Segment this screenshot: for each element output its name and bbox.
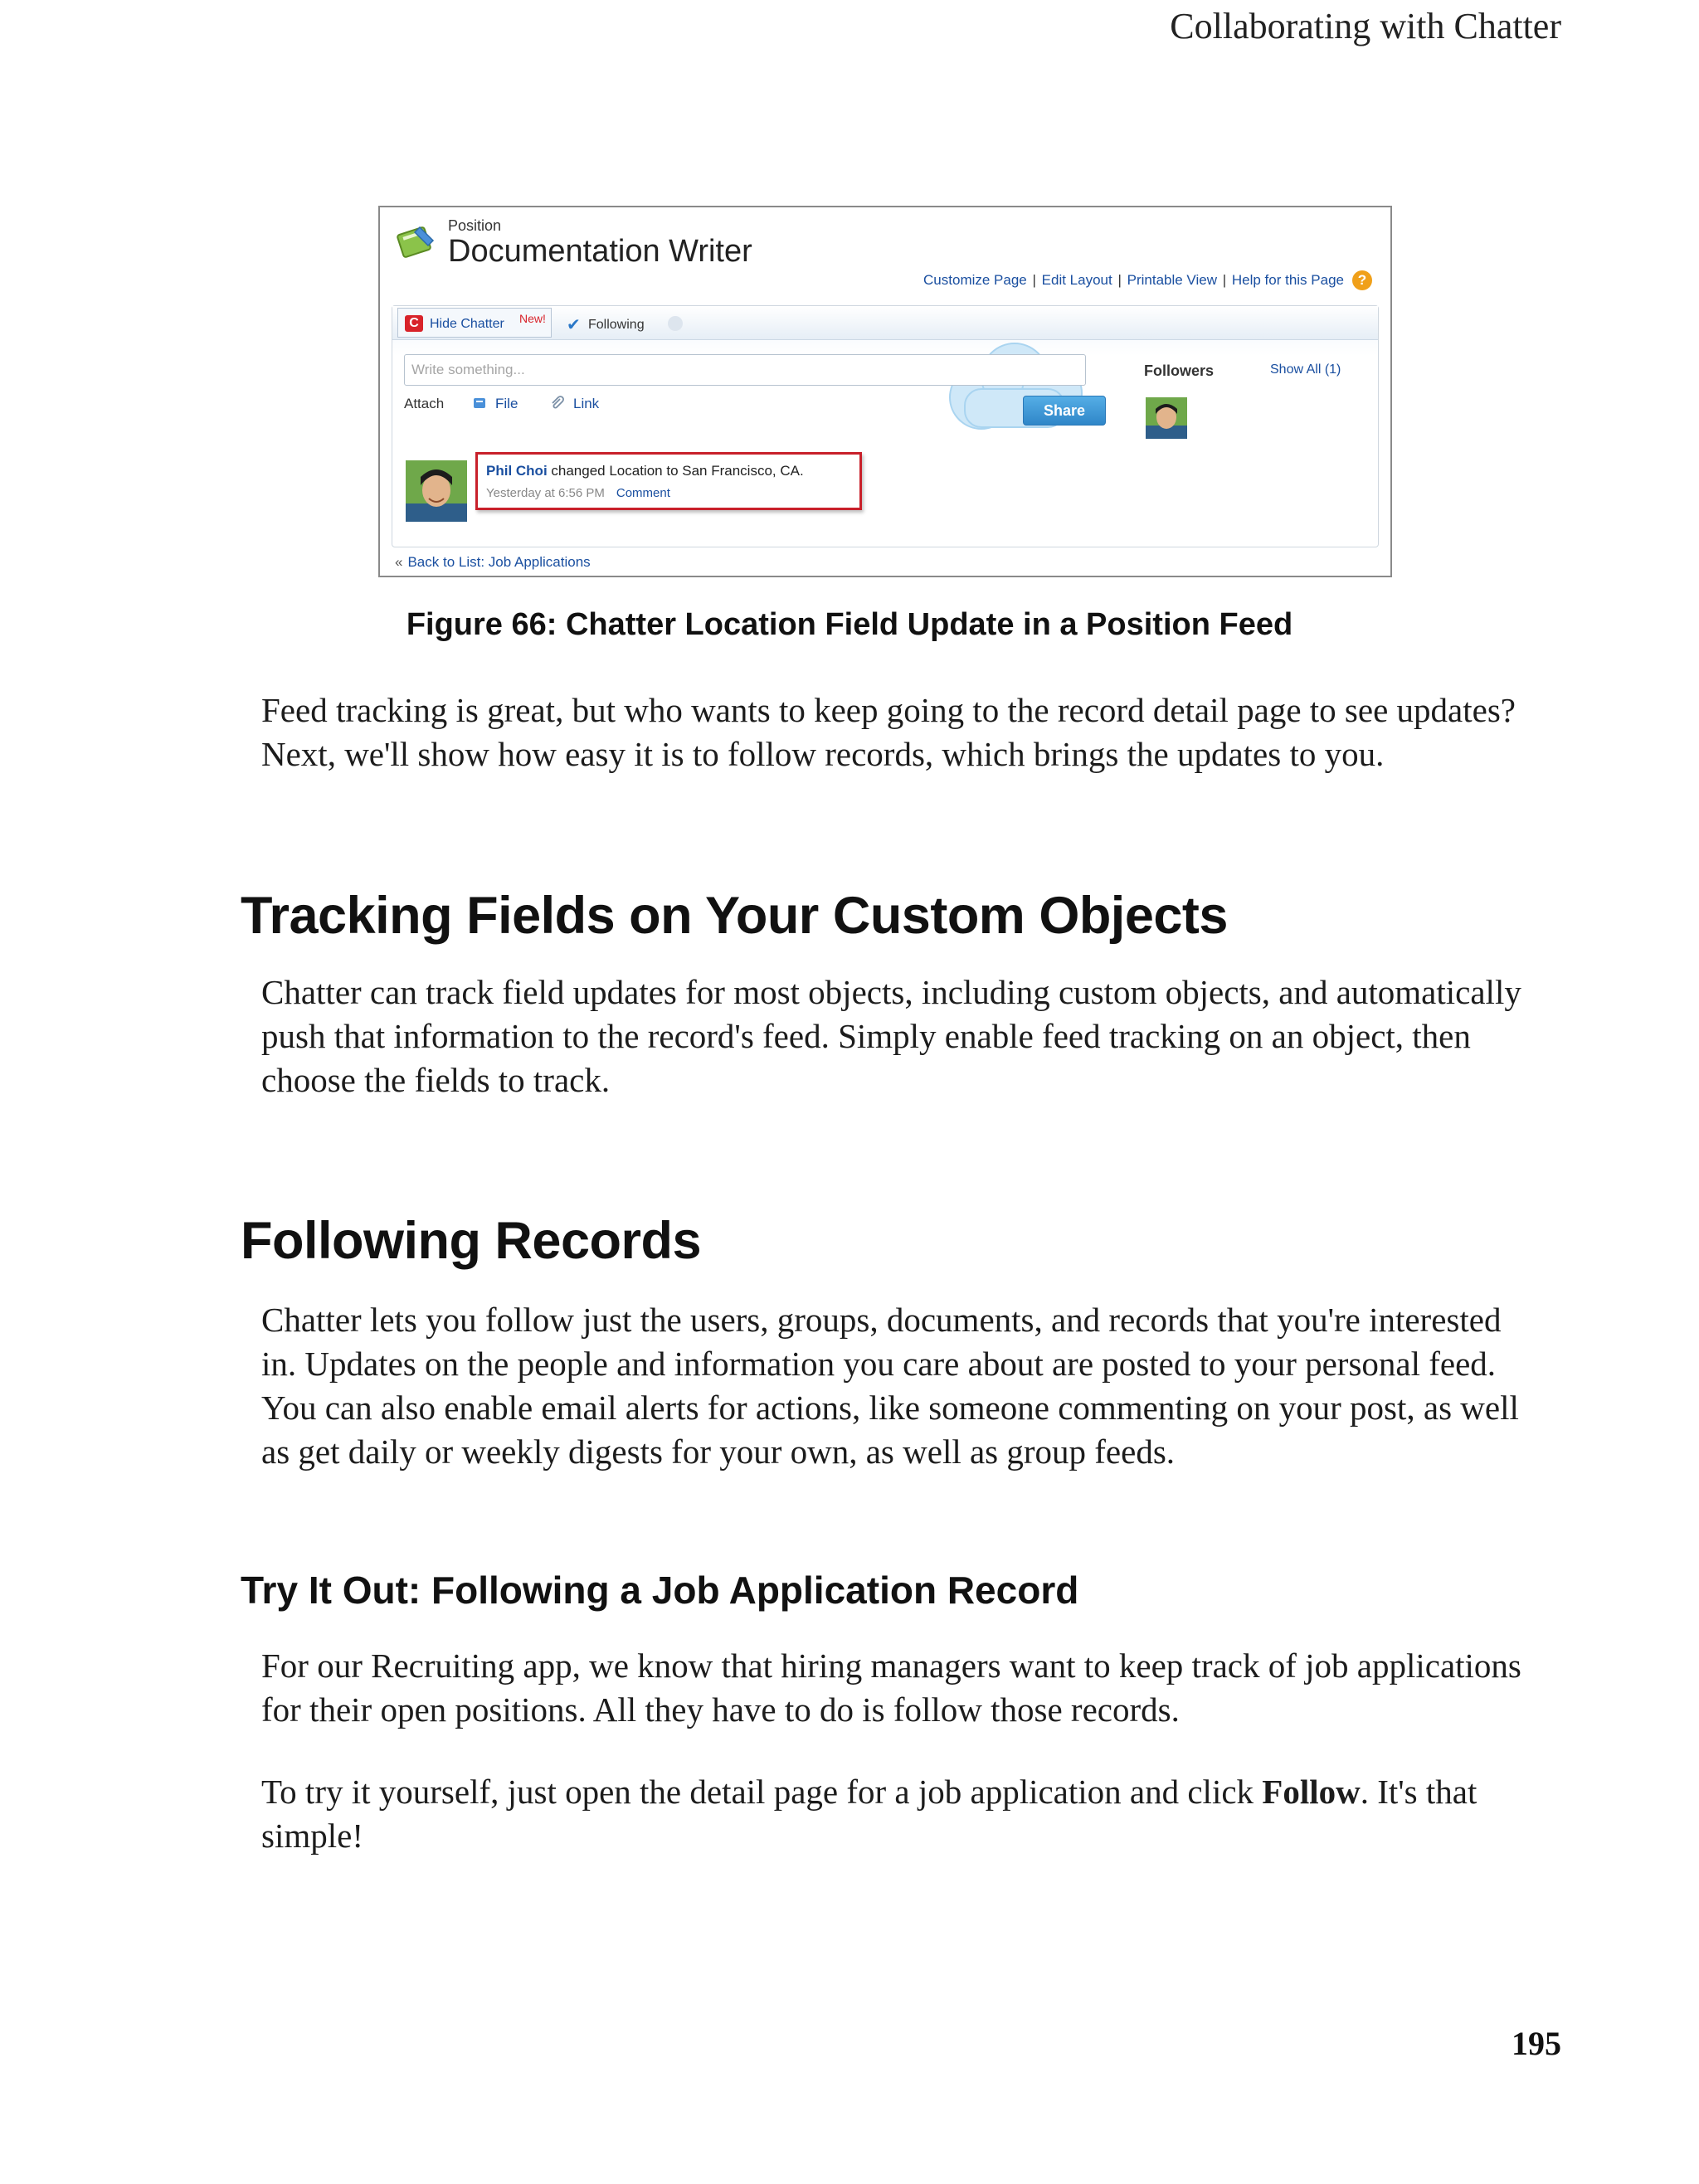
chatter-panel xyxy=(392,305,1379,547)
hide-chatter-tab[interactable] xyxy=(397,308,552,338)
figure-screenshot xyxy=(378,206,1392,577)
heading-try-it-out: Try It Out: Following a Job Application Record xyxy=(241,1569,1079,1612)
follow-term: Follow xyxy=(1262,1773,1361,1811)
feed-action-text: changed Location to San Francisco, CA. xyxy=(547,463,804,479)
text-line xyxy=(261,1770,1555,1814)
help-icon[interactable]: ? xyxy=(1352,270,1372,290)
text-line: push that information to the record's feed. Simply enable feed tracking on an object, then xyxy=(261,1017,1471,1055)
feed-item-highlighted xyxy=(475,452,862,510)
file-label: File xyxy=(495,396,518,411)
back-to-list-link[interactable] xyxy=(395,554,591,571)
text-line: choose the fields to track. xyxy=(261,1061,611,1099)
comment-link[interactable]: Comment xyxy=(616,486,670,500)
help-link[interactable]: Help for this Page xyxy=(1231,272,1344,288)
edit-layout-link[interactable]: Edit Layout xyxy=(1041,272,1112,288)
chatter-logo-icon: C xyxy=(405,315,423,332)
feed-item-text xyxy=(486,463,804,479)
paragraph-tracking xyxy=(261,970,1555,1102)
paragraph-following xyxy=(261,1298,1555,1474)
feed-item-meta xyxy=(486,486,670,500)
link-separator: | xyxy=(1117,272,1122,288)
feed-author-avatar[interactable] xyxy=(406,460,467,522)
new-badge: New! xyxy=(519,312,546,325)
unfollow-icon[interactable] xyxy=(668,316,683,331)
page-number: 195 xyxy=(1512,2025,1561,2062)
follower-avatar[interactable] xyxy=(1146,397,1187,439)
feed-timestamp: Yesterday at 6:56 PM xyxy=(486,486,605,500)
heading-following-records: Following Records xyxy=(241,1212,702,1270)
figure-caption: Figure 66: Chatter Location Field Update in a Position Feed xyxy=(406,607,1293,642)
link-separator: | xyxy=(1222,272,1227,288)
heading-tracking-fields: Tracking Fields on Your Custom Objects xyxy=(241,887,1228,945)
following-toggle[interactable] xyxy=(562,308,686,338)
followers-label: Followers xyxy=(1144,362,1215,379)
text-line: as get daily or weekly digests for your own, as well as group feeds. xyxy=(261,1432,1176,1471)
text-line: Feed tracking is great, but who wants to keep going to the record detail page to see updates? xyxy=(261,691,1516,729)
object-type-label: Position xyxy=(448,217,502,234)
attach-link-link[interactable] xyxy=(550,396,599,412)
text-run: To try it yourself, just open the detail page for a job application and click xyxy=(261,1773,1263,1811)
following-label: Following xyxy=(588,318,645,332)
link-separator: | xyxy=(1032,272,1036,288)
attach-label: Attach xyxy=(404,396,445,411)
text-line: You can also enable email alerts for actions, like someone commenting on your post, as well xyxy=(261,1389,1519,1427)
customize-page-link[interactable]: Customize Page xyxy=(923,272,1027,288)
paragraph-recruiting xyxy=(261,1644,1555,1732)
file-icon xyxy=(472,396,487,411)
text-line: Chatter can track field updates for most objects, including custom objects, and automatically xyxy=(261,973,1521,1011)
text-line: Next, we'll show how easy it is to follow records, which brings the updates to you. xyxy=(261,735,1385,773)
show-all-followers-link[interactable]: Show All (1) xyxy=(1270,362,1341,377)
page-links xyxy=(923,272,1344,289)
hide-chatter-label: Hide Chatter xyxy=(430,317,504,331)
paragraph-feed-tracking xyxy=(261,688,1555,776)
link-label: Link xyxy=(573,396,600,411)
text-run: . It's that xyxy=(1360,1773,1477,1811)
text-line: for their open positions. All they have to do is follow those records. xyxy=(261,1690,1180,1729)
position-icon xyxy=(395,222,438,262)
attach-file-link[interactable] xyxy=(472,396,518,412)
text-line: Chatter lets you follow just the users, groups, documents, and records that you're interested xyxy=(261,1301,1502,1339)
checkmark-icon: ✔ xyxy=(567,316,581,334)
share-button[interactable]: Share xyxy=(1023,396,1106,426)
back-arrow-icon: « xyxy=(395,554,403,570)
feed-actor-link[interactable]: Phil Choi xyxy=(486,463,548,479)
paragraph-try-it xyxy=(261,1770,1555,1858)
record-title: Documentation Writer xyxy=(448,234,752,269)
write-something-input[interactable] xyxy=(404,354,1086,386)
chatter-tabbar xyxy=(392,306,1378,340)
back-to-list-label: Back to List: Job Applications xyxy=(407,554,591,570)
running-header: Collaborating with Chatter xyxy=(1170,6,1561,46)
text-line: in. Updates on the people and information you care about are posted to your personal feed. xyxy=(261,1345,1497,1383)
text-line: simple! xyxy=(261,1817,363,1855)
printable-view-link[interactable]: Printable View xyxy=(1127,272,1217,288)
text-line: For our Recruiting app, we know that hiring managers want to keep track of job applications xyxy=(261,1647,1521,1685)
paperclip-icon xyxy=(550,396,565,411)
